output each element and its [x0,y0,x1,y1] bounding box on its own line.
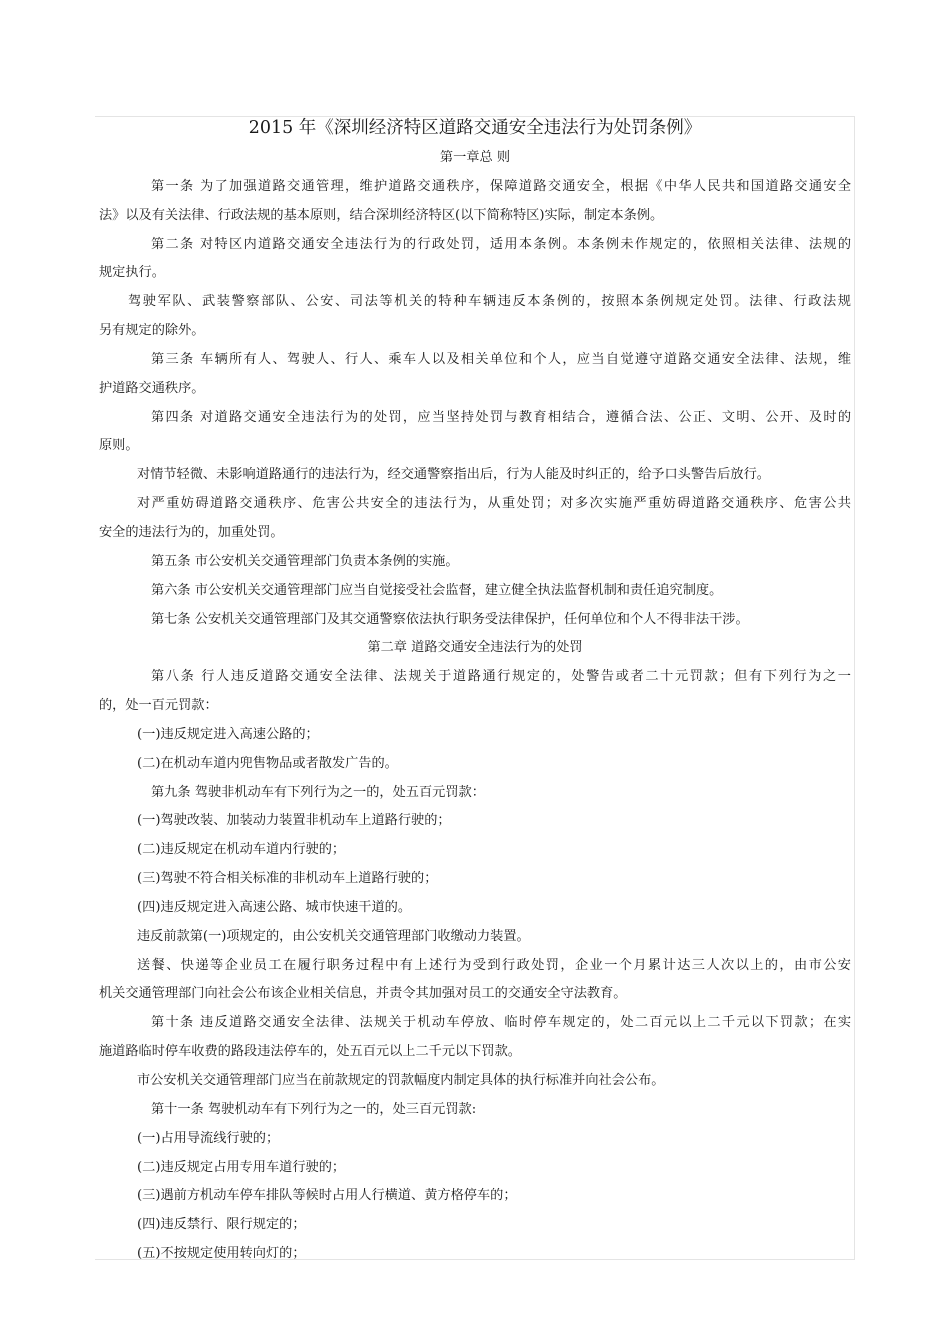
paragraph-line: 规定执行。 [99,265,165,281]
paragraph-line: 第一条 为了加强道路交通管理，维护道路交通秩序，保障道路交通安全，根据《中华人民共和国道路交通安全 [151,178,851,194]
paragraph-line: 机关交通管理部门向社会公布该企业相关信息，并责令其加强对员工的交通安全守法教育。 [99,986,627,1002]
paragraph-line: 施道路临时停车收费的路段违法停车的，处五百元以上二千元以下罚款。 [99,1044,521,1060]
paragraph-line: 违反前款第(一)项规定的，由公安机关交通管理部门收缴动力装置。 [137,928,530,944]
paragraph-line: 市公安机关交通管理部门应当在前款规定的罚款幅度内制定具体的执行标准并向社会公布。 [137,1073,665,1088]
list-item: (一)占用导流线行驶的； [137,1130,280,1146]
paragraph-line: 另有规定的除外。 [99,323,205,339]
paragraph-line: 护道路交通秩序。 [99,380,205,396]
document-title: 2015 年《深圳经济特区道路交通安全违法行为处罚条例》 [248,118,702,138]
list-item: (二)违反规定占用专用车道行驶的； [137,1159,346,1175]
paragraph-line: 驾驶军队、武装警察部队、公安、司法等机关的特种车辆违反本条例的，按照本条例规定处罚。法律、行政法规 [128,294,851,310]
paragraph-line: 送餐、快递等企业员工在履行职务过程中有上述行为受到行政处罚，企业一个月累计达三人次以上的，由市公安 [137,957,851,973]
paragraph-line: 的，处一百元罚款： [99,698,218,714]
paragraph-line: 对严重妨碍道路交通秩序、危害公共安全的违法行为，从重处罚；对多次实施严重妨碍道路交通秩序、危害公共 [137,496,851,512]
chapter-heading: 第一章总 则 [439,150,511,165]
paragraph-line: 第二条 对特区内道路交通安全违法行为的行政处罚，适用本条例。本条例未作规定的，依照相关法律、法规的 [151,236,851,252]
paragraph-line: 第七条 公安机关交通管理部门及其交通警察依法执行职务受法律保护，任何单位和个人不得非法干涉。 [151,611,749,627]
paragraph-line: 原则。 [99,438,139,454]
list-item: (一)驾驶改装、加装动力装置非机动车上道路行驶的； [137,813,451,829]
list-item: (三)遇前方机动车停车排队等候时占用人行横道、黄方格停车的； [137,1188,517,1204]
list-item: (二)在机动车道内兜售物品或者散发广告的。 [137,755,398,771]
paragraph-line: 对情节轻微、未影响道路通行的违法行为，经交通警察指出后，行为人能及时纠正的，给予口头警告后放行。 [137,467,770,483]
list-item: (一)违反规定进入高速公路的； [137,726,319,742]
chapter-heading: 第二章 道路交通安全违法行为的处罚 [367,640,583,656]
paragraph-line: 法》以及有关法律、行政法规的基本原则，结合深圳经济特区(以下简称特区)实际，制定本条例。 [99,207,664,223]
paragraph-line: 第十一条 驾驶机动车有下列行为之一的，处三百元罚款: [151,1101,477,1117]
list-item: (三)驾驶不符合相关标准的非机动车上道路行驶的； [137,871,438,887]
paragraph-line: 第十条 违反道路交通安全法律、法规关于机动车停放、临时停车规定的，处二百元以上二千元以下罚款；在实 [151,1015,851,1031]
paragraph-line: 第五条 市公安机关交通管理部门负责本条例的实施。 [151,553,459,569]
list-item: (四)违反规定进入高速公路、城市快速干道的。 [137,899,412,915]
list-item: (二)违反规定在机动车道内行驶的； [137,842,346,858]
paragraph-line: 安全的违法行为的，加重处罚。 [99,524,284,540]
list-item: (五)不按规定使用转向灯的； [137,1246,306,1262]
paragraph-line: 第四条 对道路交通安全违法行为的处罚，应当坚持处罚与教育相结合，遵循合法、公正、文明、公开、及时的 [151,409,851,425]
document-body [99,114,851,1269]
paragraph-line: 第三条 车辆所有人、驾驶人、行人、乘车人以及相关单位和个人，应当自觉遵守道路交通安全法律、法规，维 [151,351,851,367]
paragraph-line: 第九条 驾驶非机动车有下列行为之一的，处五百元罚款： [151,784,485,800]
paragraph-line: 第六条 市公安机关交通管理部门应当自觉接受社会监督，建立健全执法监督机制和责任追究制度。 [151,582,723,598]
list-item: (四)违反禁行、限行规定的； [137,1217,306,1233]
paragraph-line: 第八条 行人违反道路交通安全法律、法规关于道路通行规定的，处警告或者二十元罚款；但有下列行为之一 [151,669,851,685]
